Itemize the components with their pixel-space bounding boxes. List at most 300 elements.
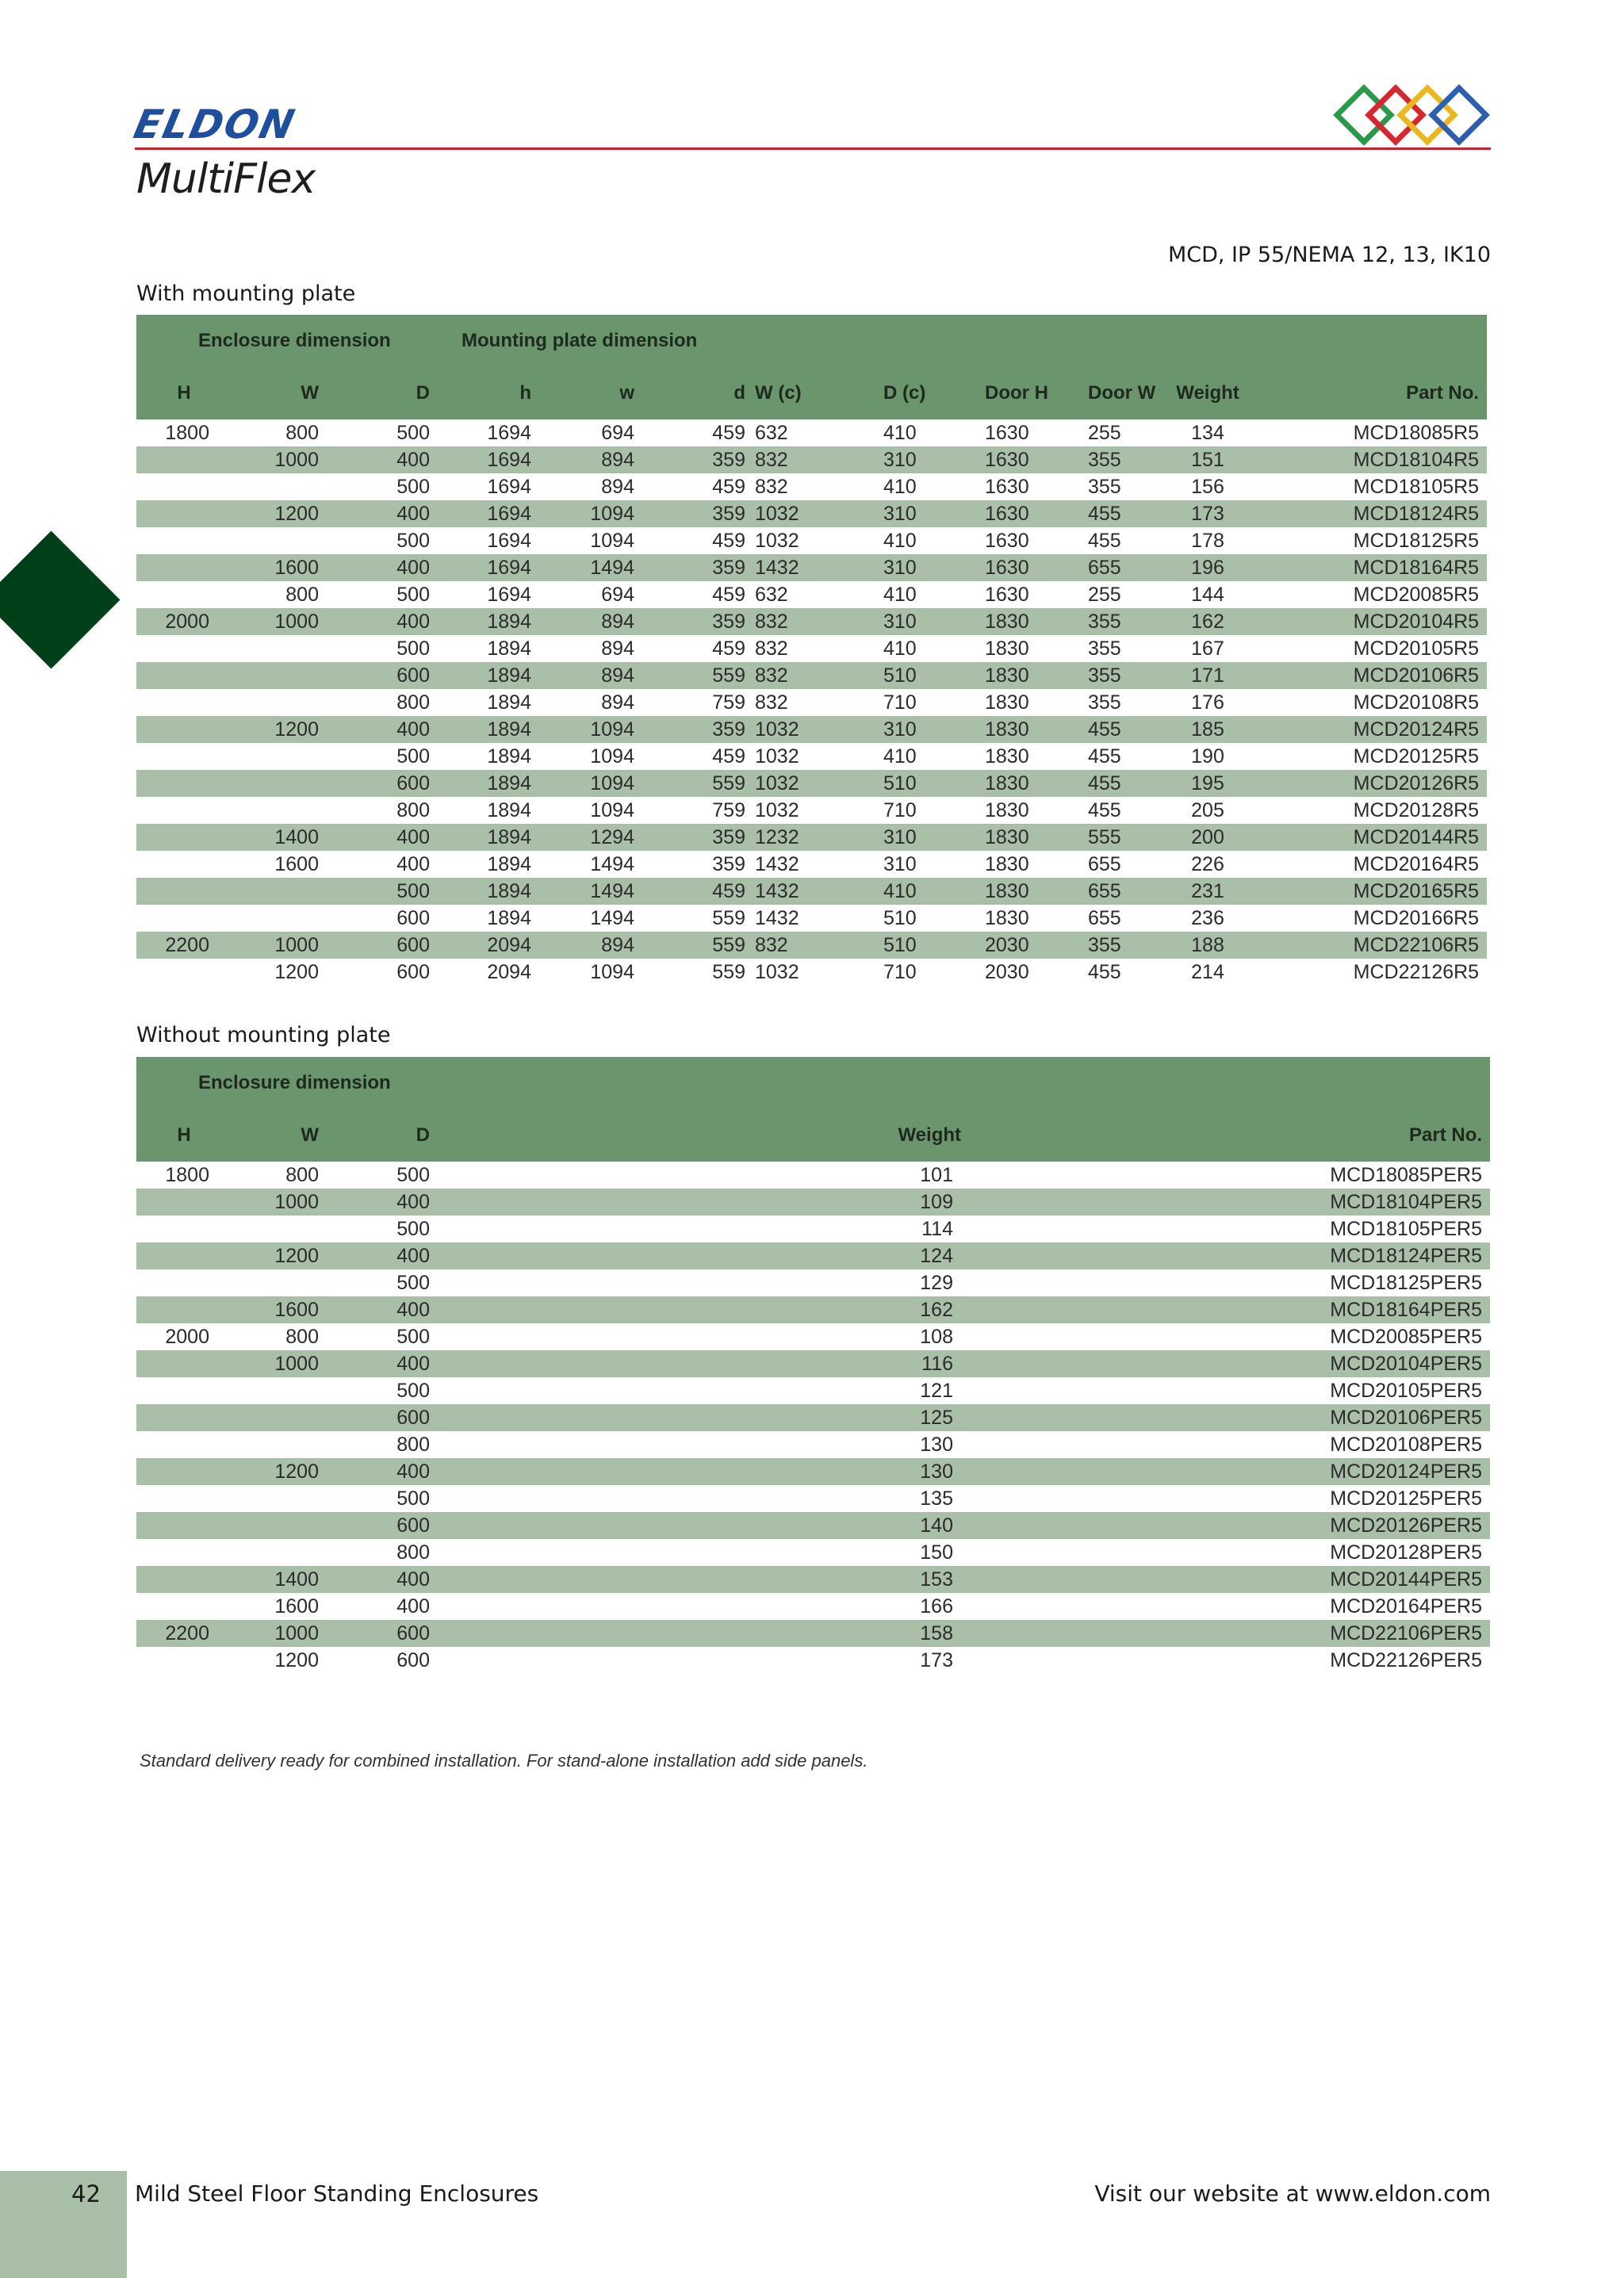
table-cell: 800 <box>396 691 430 714</box>
table-cell: 108 <box>920 1325 953 1348</box>
table-row <box>136 1593 1490 1620</box>
table-cell: 455 <box>1053 500 1156 527</box>
table-cell: 1830 <box>950 716 1053 743</box>
table-cell: 359 <box>644 608 747 635</box>
table-cell: 231 <box>1156 878 1259 905</box>
table-cell: 1400 <box>232 824 335 851</box>
table-row <box>136 1512 1490 1539</box>
table-cell <box>136 1431 232 1458</box>
table-cell <box>136 1539 232 1566</box>
table-cell: 359 <box>644 500 747 527</box>
table-row <box>136 1485 1490 1512</box>
table-cell: 1000 <box>232 1189 335 1216</box>
table-cell: 130 <box>920 1433 953 1456</box>
table-cell: 600 <box>335 1404 438 1431</box>
table-cell: 410 <box>883 475 917 498</box>
table-cell: 400 <box>335 1296 438 1323</box>
table-cell: 455 <box>1088 745 1121 768</box>
table-cell: 355 <box>1088 637 1121 660</box>
table-cell <box>136 1377 232 1404</box>
table-cell: 1894 <box>487 852 531 875</box>
table-cell: 1800 <box>165 421 209 444</box>
column-header: w <box>541 367 644 419</box>
table-cell: 359 <box>644 716 747 743</box>
table-cell <box>136 743 232 770</box>
table-cell: 1830 <box>950 770 1053 797</box>
table-cell: MCD18125R5 <box>1353 529 1480 552</box>
table-cell: 400 <box>396 852 430 875</box>
table-cell: 1830 <box>985 798 1029 821</box>
table-cell: 355 <box>1053 932 1156 959</box>
table-cell: 1694 <box>487 421 531 444</box>
table-row <box>136 905 1487 932</box>
table-cell: 1032 <box>747 716 848 743</box>
table-cell <box>136 1296 232 1323</box>
table-cell: 894 <box>541 608 644 635</box>
table-cell: 459 <box>712 475 745 498</box>
table-cell: 173 <box>920 1648 953 1671</box>
table-cell: 1032 <box>755 745 799 768</box>
table-cell: 459 <box>712 637 745 660</box>
table-cell: 655 <box>1053 878 1156 905</box>
table-cell: 158 <box>438 1620 1262 1647</box>
table-cell: MCD20108PER5 <box>1330 1433 1483 1456</box>
table-cell: 121 <box>920 1379 953 1402</box>
table-cell: 2200 <box>136 932 232 959</box>
table-cell: 500 <box>335 878 438 905</box>
table-cell: 2030 <box>985 960 1029 983</box>
table-cell: 188 <box>1156 932 1259 959</box>
table-cell: 178 <box>1191 529 1224 552</box>
table-cell: 135 <box>920 1487 953 1510</box>
table-cell: 832 <box>747 608 848 635</box>
table-cell <box>136 1512 232 1539</box>
table-row <box>136 878 1487 905</box>
table-cell <box>136 770 232 797</box>
table-cell <box>136 716 232 743</box>
table-cell: 510 <box>848 932 950 959</box>
brand-diamond <box>1432 88 1486 142</box>
table-cell: 800 <box>396 1541 430 1564</box>
table-cell: MCD18124R5 <box>1259 500 1487 527</box>
table-cell: 1894 <box>438 824 541 851</box>
table-cell: 832 <box>747 932 848 959</box>
table-cell: 130 <box>438 1458 1262 1485</box>
column-header: Door W <box>1053 367 1156 419</box>
table-cell <box>136 1189 232 1216</box>
table-cell: 1894 <box>487 798 531 821</box>
table-cell: 600 <box>396 960 430 983</box>
table-cell: 410 <box>883 637 917 660</box>
table-cell: 200 <box>1156 824 1259 851</box>
table-cell <box>232 662 335 689</box>
table-cell: 153 <box>438 1566 1262 1593</box>
table-cell: 1094 <box>590 745 634 768</box>
table-cell: 167 <box>1191 637 1224 660</box>
table-cell: 1694 <box>487 583 531 606</box>
table-cell: 1630 <box>985 421 1029 444</box>
table-cell: 1600 <box>232 1296 335 1323</box>
table-cell: MCD22126PER5 <box>1330 1648 1483 1671</box>
table-cell: 600 <box>335 770 438 797</box>
table-cell: 832 <box>755 691 788 714</box>
table-cell: 310 <box>883 852 917 875</box>
table-cell: 355 <box>1053 608 1156 635</box>
table-cell: 800 <box>396 1433 430 1456</box>
table-cell: 2000 <box>136 608 232 635</box>
table-cell: 510 <box>883 906 917 929</box>
table-cell: 1094 <box>541 716 644 743</box>
table-cell: 151 <box>1156 446 1259 473</box>
table-cell: 455 <box>1088 798 1121 821</box>
group-header-enclosure: Enclosure dimension <box>136 1057 1490 1109</box>
table-cell: 600 <box>396 906 430 929</box>
table-cell: 894 <box>601 475 634 498</box>
table-cell: 894 <box>541 932 644 959</box>
table-cell <box>136 851 232 878</box>
table-cell: 355 <box>1088 475 1121 498</box>
table-cell <box>136 662 232 689</box>
table-cell: 2000 <box>165 1325 209 1348</box>
table-cell: 1094 <box>541 500 644 527</box>
table-cell: 400 <box>335 716 438 743</box>
table-cell: 632 <box>755 583 788 606</box>
with-plate-table <box>136 315 1487 986</box>
table-cell: MCD20128R5 <box>1353 798 1480 821</box>
table-row <box>136 500 1487 527</box>
table-row <box>136 1647 1490 1674</box>
table-cell: MCD20085PER5 <box>1330 1325 1483 1348</box>
table-cell: 559 <box>644 662 747 689</box>
column-header: Part No. <box>1259 367 1487 419</box>
column-header: h <box>438 367 541 419</box>
table-cell: 1694 <box>487 529 531 552</box>
product-title: MultiFlex <box>136 155 316 203</box>
column-header: D <box>335 1109 438 1162</box>
table-cell: 1000 <box>232 1350 335 1377</box>
table-cell: 1894 <box>487 745 531 768</box>
group-header-enclosure: Enclosure dimension <box>136 315 438 367</box>
table-row <box>136 770 1487 797</box>
table-cell <box>136 905 232 932</box>
table-cell <box>136 878 232 905</box>
table-cell <box>232 797 335 824</box>
side-diamond-marker <box>0 531 120 669</box>
table-cell: 694 <box>601 583 634 606</box>
table-cell: MCD18125PER5 <box>1330 1271 1483 1294</box>
table-cell: MCD20144R5 <box>1259 824 1487 851</box>
table-cell: 310 <box>848 608 950 635</box>
table-cell: 144 <box>1191 583 1224 606</box>
table-cell: MCD20105PER5 <box>1330 1379 1483 1402</box>
table-row <box>136 689 1487 716</box>
table-cell: 1400 <box>232 1566 335 1593</box>
column-header: D <box>335 367 438 419</box>
table-cell: 1200 <box>274 960 319 983</box>
table-row <box>136 716 1487 743</box>
table-cell: 359 <box>644 554 747 581</box>
table-cell: 166 <box>920 1595 953 1618</box>
table-cell: 359 <box>712 852 745 875</box>
table-cell <box>136 1458 232 1485</box>
table-cell: 500 <box>396 1379 430 1402</box>
table-cell: 400 <box>335 1566 438 1593</box>
table-cell <box>136 554 232 581</box>
table-cell: 410 <box>883 529 917 552</box>
table-cell: 1894 <box>487 906 531 929</box>
table-cell <box>136 689 232 716</box>
table-cell: 1432 <box>747 554 848 581</box>
table-cell: 150 <box>920 1541 953 1564</box>
table-row <box>136 1431 1490 1458</box>
table-cell: 1894 <box>438 878 541 905</box>
table-cell: MCD20085R5 <box>1353 583 1480 606</box>
table-cell: MCD18104R5 <box>1259 446 1487 473</box>
table-cell <box>136 581 232 608</box>
table-cell: 355 <box>1053 446 1156 473</box>
table-cell: MCD20124R5 <box>1259 716 1487 743</box>
table-cell: 459 <box>712 745 745 768</box>
table-cell: 1000 <box>232 446 335 473</box>
table-cell: 162 <box>438 1296 1262 1323</box>
table-cell: 1094 <box>541 770 644 797</box>
table-cell: 2030 <box>950 932 1053 959</box>
table-cell: 310 <box>848 824 950 851</box>
table-cell: MCD20165R5 <box>1259 878 1487 905</box>
table-cell: 1830 <box>985 906 1029 929</box>
table-row <box>136 1404 1490 1431</box>
table-cell: 1294 <box>541 824 644 851</box>
table-cell <box>232 1216 335 1242</box>
table-cell: 1094 <box>590 960 634 983</box>
table-cell <box>232 878 335 905</box>
header-divider <box>135 147 1491 150</box>
table-cell: 205 <box>1191 798 1224 821</box>
table-cell <box>136 1242 232 1269</box>
table-cell: 355 <box>1088 691 1121 714</box>
table-cell <box>232 1404 335 1431</box>
table-cell: 2094 <box>438 932 541 959</box>
table-cell: 500 <box>396 421 430 444</box>
table-row <box>136 824 1487 851</box>
table-row <box>136 1458 1490 1485</box>
table-row <box>136 1539 1490 1566</box>
table-cell: 1694 <box>438 554 541 581</box>
table-cell: 1630 <box>985 475 1029 498</box>
table-cell: 710 <box>883 691 917 714</box>
table-cell: 1630 <box>985 529 1029 552</box>
table-cell <box>232 1485 335 1512</box>
column-header: H <box>136 367 232 419</box>
table-cell: 171 <box>1156 662 1259 689</box>
table-cell: MCD20124PER5 <box>1262 1458 1490 1485</box>
table-cell: 1830 <box>985 637 1029 660</box>
table-cell <box>136 1269 232 1296</box>
table-cell: 455 <box>1053 770 1156 797</box>
table-cell: 455 <box>1088 529 1121 552</box>
table-cell: 1000 <box>232 932 335 959</box>
table-row <box>136 1323 1490 1350</box>
table-cell: 176 <box>1191 691 1224 714</box>
table-row <box>136 1350 1490 1377</box>
table-cell: 1600 <box>232 554 335 581</box>
table-row <box>136 554 1487 581</box>
table-cell: 400 <box>335 1189 438 1216</box>
table-cell: 173 <box>1156 500 1259 527</box>
table-cell: 2094 <box>487 960 531 983</box>
table-cell <box>232 527 335 554</box>
table-cell: MCD20164PER5 <box>1330 1595 1483 1618</box>
table-cell: 1830 <box>985 745 1029 768</box>
table-cell: MCD20166R5 <box>1353 906 1480 929</box>
table-cell: 894 <box>541 446 644 473</box>
table-cell: 1630 <box>950 446 1053 473</box>
table-cell: MCD18105PER5 <box>1330 1217 1483 1240</box>
group-header-mounting-plate: Mounting plate dimension <box>438 315 1487 367</box>
table-cell: 832 <box>755 475 788 498</box>
table-cell: 459 <box>644 878 747 905</box>
table-cell: 459 <box>712 421 745 444</box>
table-cell: 400 <box>335 1350 438 1377</box>
table-cell: 359 <box>644 824 747 851</box>
table-cell: 1432 <box>755 852 799 875</box>
table-cell <box>136 797 232 824</box>
table-cell: 832 <box>747 662 848 689</box>
table-cell: 655 <box>1088 852 1121 875</box>
table-row <box>136 959 1487 986</box>
table-row <box>136 1269 1490 1296</box>
table-cell: 116 <box>438 1350 1262 1377</box>
table-cell: 1600 <box>274 1595 319 1618</box>
table-row <box>136 662 1487 689</box>
table-cell: 500 <box>396 1163 430 1186</box>
brand-diamond <box>1400 88 1454 142</box>
table-cell: 214 <box>1191 960 1224 983</box>
table-cell: 832 <box>755 637 788 660</box>
table-cell: 1894 <box>487 637 531 660</box>
protection-standard: MCD, IP 55/NEMA 12, 13, IK10 <box>1167 243 1491 267</box>
table-cell <box>136 1350 232 1377</box>
table-cell: 1200 <box>274 1648 319 1671</box>
delivery-note: Standard delivery ready for combined installation. For stand-alone installation add side panels. <box>140 1751 868 1771</box>
page-number: 42 <box>71 2180 101 2207</box>
table-row <box>136 1242 1490 1269</box>
table-cell: 1894 <box>438 716 541 743</box>
table-cell: 355 <box>1053 662 1156 689</box>
table-cell: 410 <box>883 421 917 444</box>
table-cell: 600 <box>335 662 438 689</box>
table-cell <box>136 824 232 851</box>
table-cell: 655 <box>1053 554 1156 581</box>
table-cell: 800 <box>396 798 430 821</box>
table-cell: MCD18124PER5 <box>1262 1242 1490 1269</box>
table-cell: 459 <box>712 583 745 606</box>
table-cell: MCD20125PER5 <box>1330 1487 1483 1510</box>
table-cell: 195 <box>1156 770 1259 797</box>
table-cell: MCD18164R5 <box>1259 554 1487 581</box>
table-row <box>136 635 1487 662</box>
table-cell: 400 <box>396 1595 430 1618</box>
table-cell: 1830 <box>950 878 1053 905</box>
table-cell: 1494 <box>541 878 644 905</box>
brand-diamonds-icon <box>1332 79 1522 151</box>
table-row <box>136 527 1487 554</box>
brand-diamond <box>1337 88 1391 142</box>
table-cell: 400 <box>335 824 438 851</box>
table-cell: 101 <box>920 1163 953 1186</box>
footer-page-box <box>0 2171 127 2278</box>
table-cell: 500 <box>396 529 430 552</box>
table-row <box>136 932 1487 959</box>
table-cell: 1830 <box>985 691 1029 714</box>
table-cell: 1830 <box>950 608 1053 635</box>
table-cell <box>232 1431 335 1458</box>
table-cell <box>136 1404 232 1431</box>
table-cell: 129 <box>920 1271 953 1294</box>
table-cell: 500 <box>396 1487 430 1510</box>
table-cell: MCD18085PER5 <box>1330 1163 1483 1186</box>
table-cell: MCD20104PER5 <box>1262 1350 1490 1377</box>
column-header: Weight <box>1156 367 1259 419</box>
table-cell: 600 <box>335 1512 438 1539</box>
table-cell: 759 <box>712 798 745 821</box>
table-row <box>136 1377 1490 1404</box>
table-cell: 800 <box>285 421 319 444</box>
table-cell: 1200 <box>232 1458 335 1485</box>
table-cell: 134 <box>1191 421 1224 444</box>
table-cell: 500 <box>396 1325 430 1348</box>
table-row <box>136 419 1487 446</box>
table-cell: 1694 <box>438 446 541 473</box>
table-cell: 1432 <box>747 878 848 905</box>
table-cell: 236 <box>1191 906 1224 929</box>
table-cell: 124 <box>438 1242 1262 1269</box>
table-cell: MCD20105R5 <box>1353 637 1480 660</box>
table-row <box>136 1162 1490 1189</box>
table-cell: 1600 <box>274 852 319 875</box>
table-cell: 1494 <box>590 852 634 875</box>
table-cell: 559 <box>712 906 745 929</box>
table-cell: MCD18085R5 <box>1353 421 1480 444</box>
table-cell <box>136 500 232 527</box>
table-cell <box>136 527 232 554</box>
table-cell: 125 <box>438 1404 1262 1431</box>
table-cell: MCD20144PER5 <box>1262 1566 1490 1593</box>
table-cell: 632 <box>755 421 788 444</box>
table-cell: MCD22106R5 <box>1259 932 1487 959</box>
table-cell: 1000 <box>232 1620 335 1647</box>
brand-diamond <box>1369 88 1423 142</box>
table-cell: 359 <box>644 446 747 473</box>
column-header: W <box>232 367 335 419</box>
table-cell: 1494 <box>541 554 644 581</box>
table-row <box>136 743 1487 770</box>
footer-website: Visit our website at www.eldon.com <box>1094 2180 1491 2207</box>
table-cell: 1200 <box>232 1242 335 1269</box>
table-row <box>136 1620 1490 1647</box>
table-cell: 655 <box>1088 906 1121 929</box>
table-cell: 710 <box>883 960 917 983</box>
column-header: Weight <box>438 1109 1262 1162</box>
table-cell: 400 <box>335 554 438 581</box>
table-cell <box>136 1485 232 1512</box>
table-cell: 455 <box>1088 960 1121 983</box>
table-cell: MCD18164PER5 <box>1262 1296 1490 1323</box>
table-cell: 114 <box>921 1217 953 1240</box>
table-cell <box>232 743 335 770</box>
table-cell: 500 <box>396 475 430 498</box>
table-cell: 310 <box>848 446 950 473</box>
